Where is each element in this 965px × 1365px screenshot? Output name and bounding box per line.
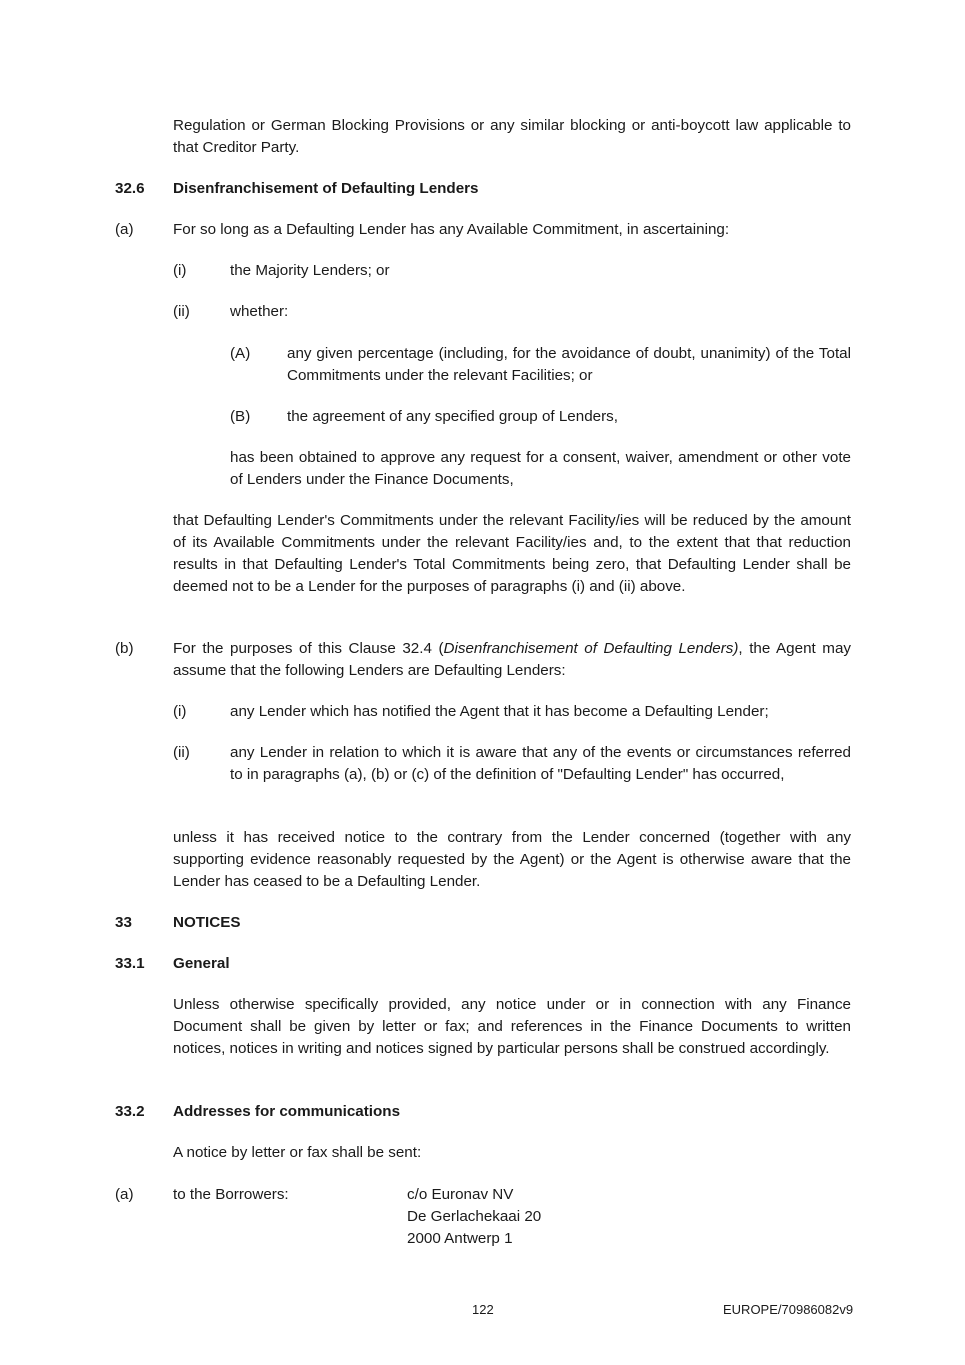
para-b-ii-label: (ii) [173,744,190,761]
clause-title-33: NOTICES [173,914,241,931]
para-a-ii-B-label: (B) [230,408,251,425]
clause-title-33-1: General [173,955,230,972]
address-line: c/o Euronav NV [407,1186,514,1203]
para-a-ii-text: whether: [230,303,289,320]
address-line: 2000 Antwerp 1 [407,1230,513,1247]
para-b-text [173,638,851,682]
addresses-intro: A notice by letter or fax shall be sent: [173,1144,422,1161]
para-a-ii-label: (ii) [173,303,190,320]
address-line: De Gerlachekaai 20 [407,1208,542,1225]
borrowers-address [407,1184,541,1250]
para-a-obtained: has been obtained to approve any request for a consent, waiver, amendment or other vote of Lenders under the Finance Documents, [230,449,851,488]
para-b-i-text: any Lender which has notified the Agent that it has become a Defaulting Lender; [230,703,769,720]
clause-number-33-2: 33.2 [115,1103,145,1120]
para-a-ii-A-text: any given percentage (including, for the avoidance of doubt, unanimity) of the Total Commitments under the relevant Facilities; or [287,345,851,384]
para-a-i-label: (i) [173,262,187,279]
para-a-ii-A-label: (A) [230,345,251,362]
para-b-pre: For the purposes of this Clause 32.4 ( [173,640,444,657]
clause-number-33-1: 33.1 [115,955,145,972]
page-number: 122 [472,1302,494,1317]
address-a-to: to the Borrowers: [173,1186,289,1203]
para-b-tail: unless it has received notice to the contrary from the Lender concerned (together with any supporting evidence reasonably requested by the Agent) or the Agent is otherwise aware that the Lender has ceased to be a Defaulting Lender. [173,829,851,890]
para-b-italic: Disenfranchisement of Defaulting Lenders) [443,640,739,657]
para-a-text: For so long as a Defaulting Lender has any Available Commitment, in ascertaining: [173,221,730,238]
para-a-tail: that Defaulting Lender's Commitments under the relevant Facility/ies will be reduced by the amount of its Available Commitments under the relevant Facility/ies and, to the extent that that reduction results in that Defaulting Lender's Total Commitments being zero, that Defaulting Lender shall be deemed not to be a Lender for the purposes of paragraphs (i) and (ii) above. [173,512,851,595]
general-paragraph: Unless otherwise specifically provided, any notice under or in connection with any Finance Document shall be given by letter or fax; and references in the Finance Documents to written notices, notices in writing and notices signed by particular persons shall be construed accordingly. [173,996,851,1057]
para-b-ii-text: any Lender in relation to which it is aware that any of the events or circumstances referred to in paragraphs (a), (b) or (c) of the definition of "Defaulting Lender" has occurred, [230,744,851,783]
clause-title-32-6: Disenfranchisement of Defaulting Lenders [173,180,479,197]
para-b-label: (b) [115,640,134,657]
continuation-paragraph: Regulation or German Blocking Provisions or any similar blocking or anti-boycott law applicable to that Creditor Party. [173,117,851,156]
clause-number-33: 33 [115,914,132,931]
para-a-ii-B-text: the agreement of any specified group of Lenders, [287,408,618,425]
clause-title-33-2: Addresses for communications [173,1103,401,1120]
address-a-label: (a) [115,1186,134,1203]
para-a-label: (a) [115,221,134,238]
para-b-post: , the Agent may assume that the following Lenders are Defaulting Lenders: [173,640,851,679]
document-reference: EUROPE/70986082v9 [723,1302,854,1317]
para-b-i-label: (i) [173,703,187,720]
clause-number-32-6: 32.6 [115,180,145,197]
para-a-i-text: the Majority Lenders; or [230,262,390,279]
